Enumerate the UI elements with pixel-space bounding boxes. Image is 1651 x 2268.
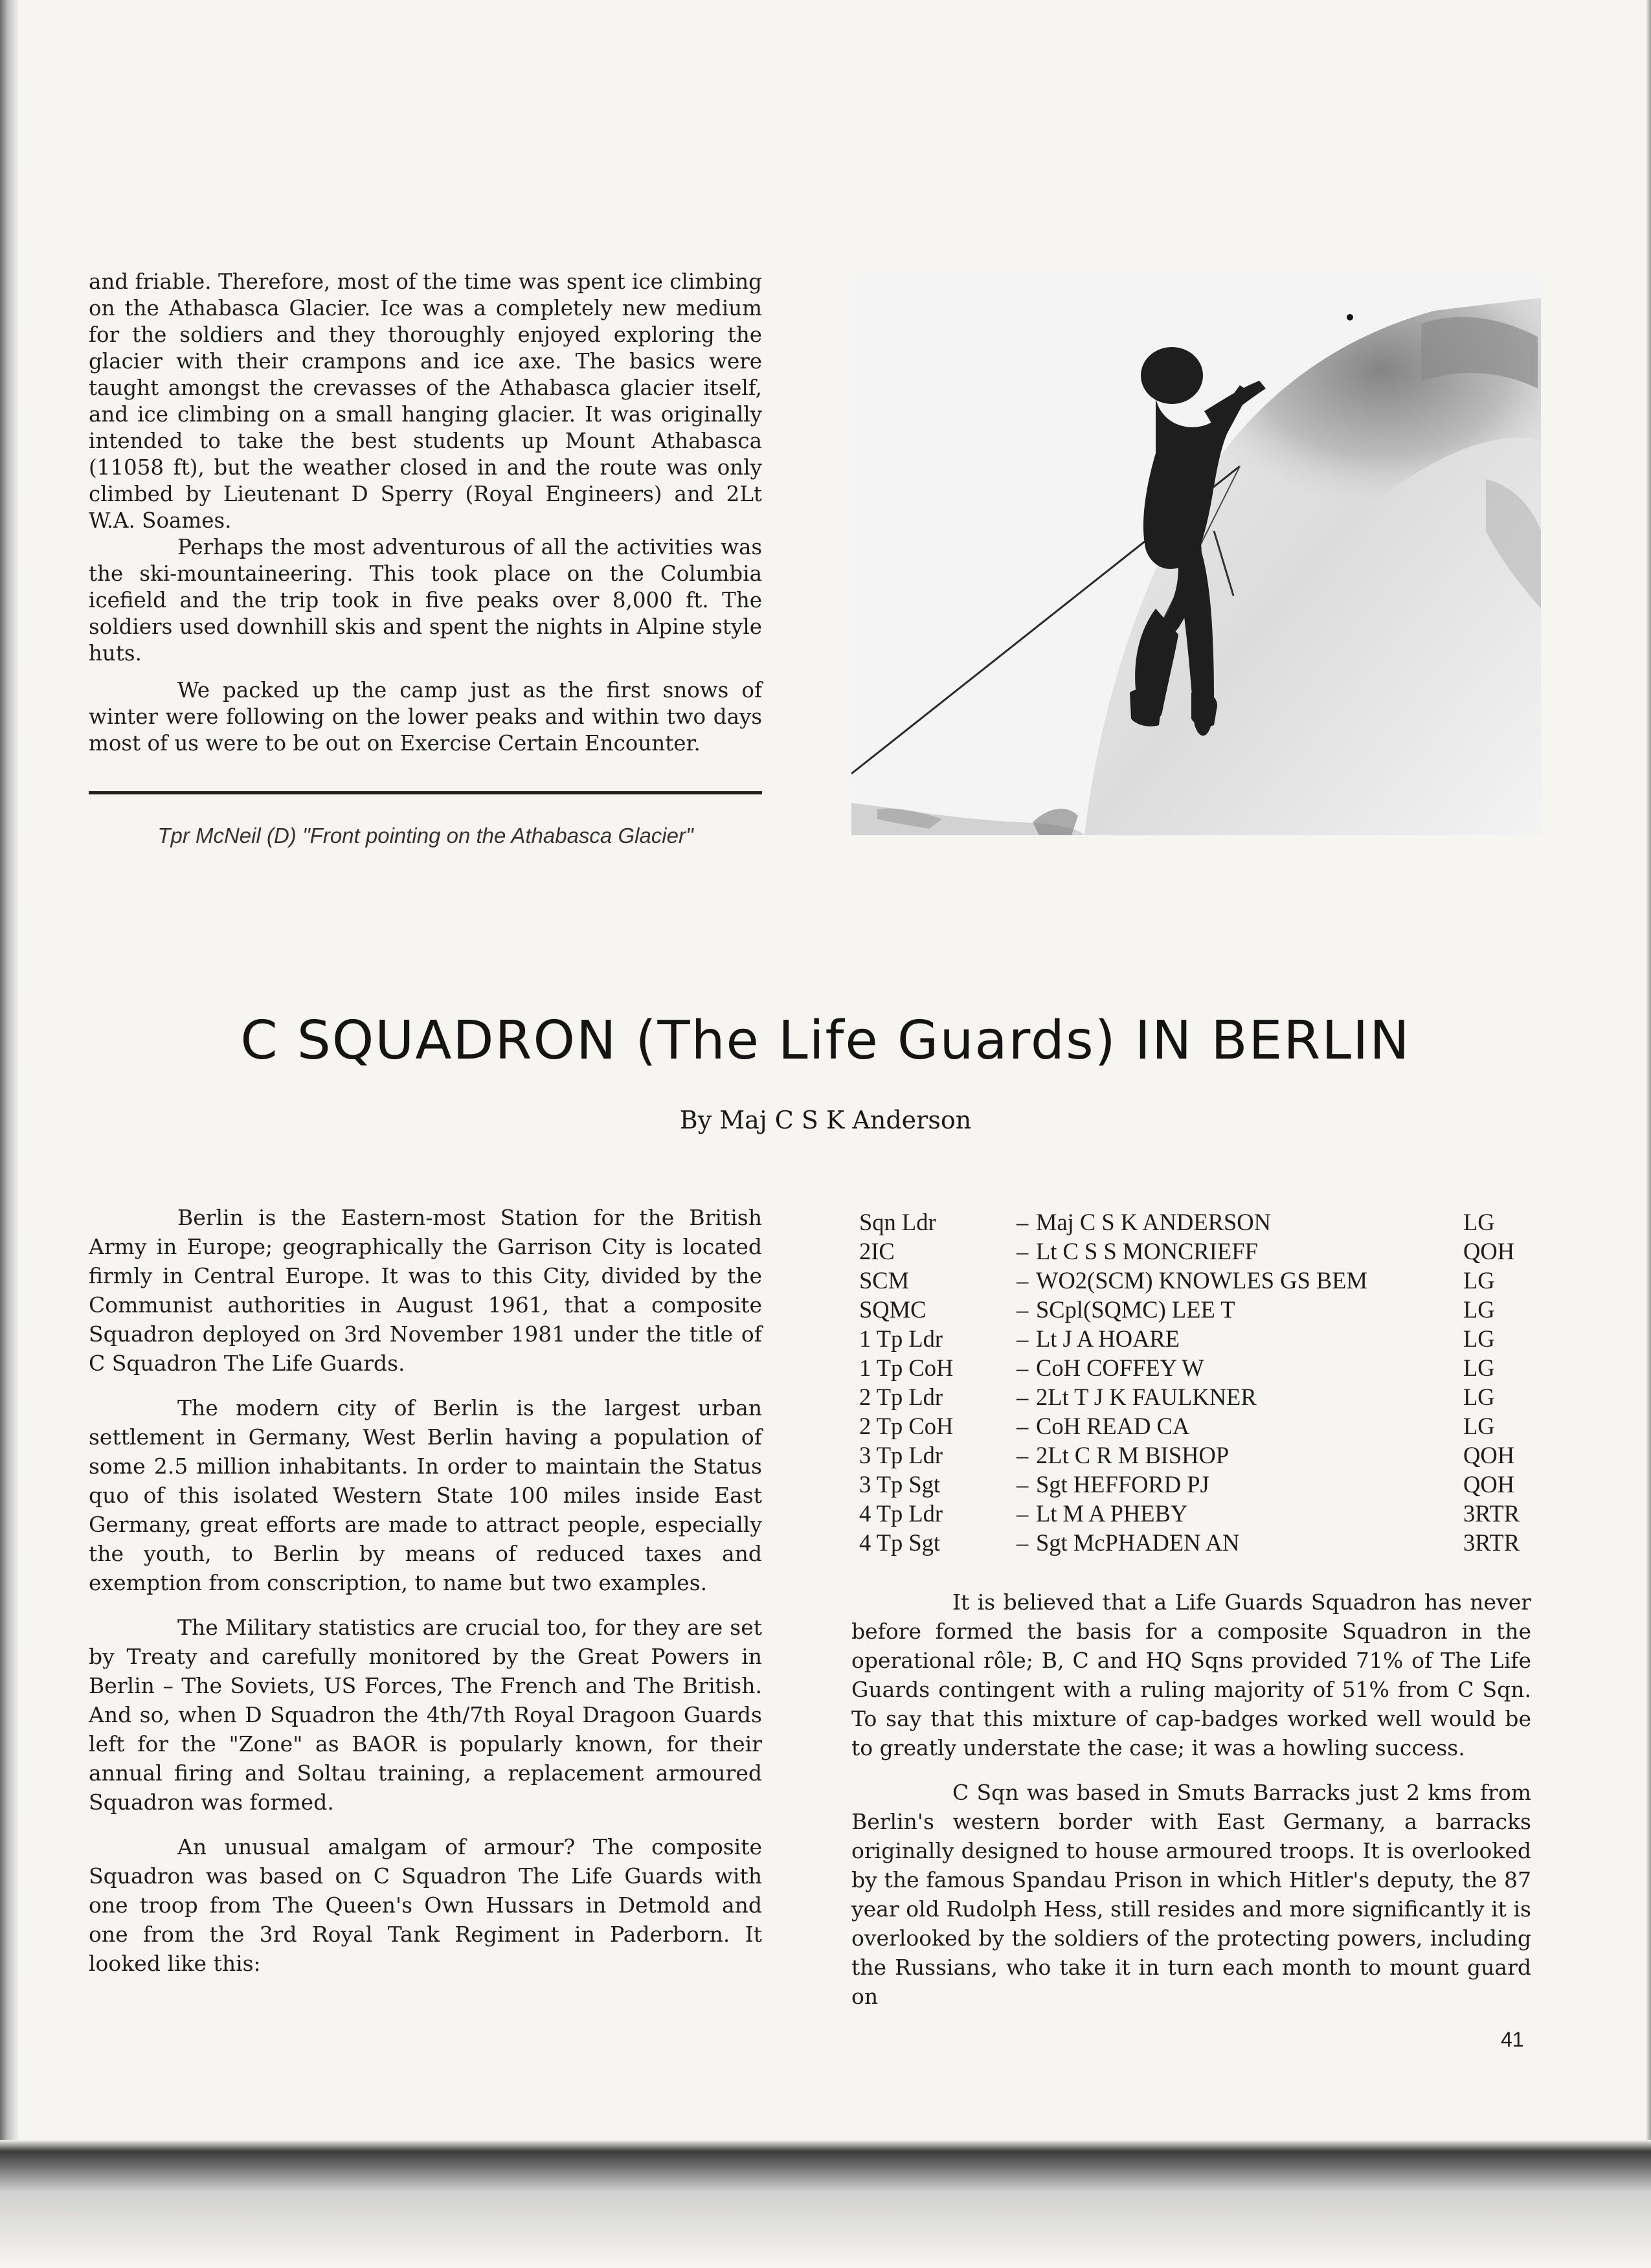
intro-paragraph: We packed up the camp just as the first snows of winter were following on the lower peaks and within two days most of us were to be out on Exercise Certain Encounter.	[89, 678, 762, 756]
roster-dash: –	[1016, 1442, 1029, 1468]
roster-unit: LG	[1463, 1384, 1495, 1410]
roster-unit: QOH	[1463, 1471, 1515, 1498]
roster-role: SQMC	[859, 1296, 927, 1323]
intro-paragraph: Perhaps the most adventurous of all the activities was the ski-mountaineering. This took place on the Columbia icefield and the trip took in five peaks over 8,000 ft. The soldiers used downhill skis and spent the nights in Alpine style huts.	[89, 535, 762, 666]
caption-rule	[89, 791, 762, 794]
roster-dash: –	[1016, 1354, 1029, 1381]
roster-row	[859, 1382, 1526, 1411]
roster-name: Lt J A HOARE	[1036, 1325, 1180, 1352]
article-paragraph: The modern city of Berlin is the largest urban settlement in Germany, West Berlin having a population of some 2.5 million inhabitants. In order to maintain the Status quo of this isolated Western State 100 miles inside East Germany, great efforts are made to attract people, especially the youth, to Berlin by means of reduced taxes and exemption from conscription, to name but two examples.	[89, 1395, 762, 1595]
roster-dash: –	[1016, 1384, 1029, 1410]
roster-dash: –	[1016, 1471, 1029, 1498]
page-bottom-edge	[0, 2140, 1651, 2268]
article-headline: C SQUADRON (The Life Guards) IN BERLIN	[240, 1010, 1411, 1072]
roster-row	[859, 1207, 1526, 1237]
roster-row	[859, 1441, 1526, 1470]
photo-caption: Tpr McNeil (D) "Front pointing on the Athabasca Glacier"	[157, 824, 693, 848]
ice-climber-photo	[851, 272, 1541, 835]
roster-dash: –	[1016, 1238, 1029, 1264]
intro-paragraph: and friable. Therefore, most of the time was spent ice climbing on the Athabasca Glacier. Ice was a completely new medium for the soldiers and they thoroughly enjoyed exploring the glacier with their crampons and ice axe. The basics were taught amongst the crevasses of the Athabasca glacier itself, and ice climbing on a small hanging glacier. It was originally intended to take the best students up Mount Athabasca (11058 ft), but the weather closed in and the route was only climbed by Lieutenant D Sperry (Royal Engineers) and 2Lt W.A. Soames.	[89, 269, 762, 533]
roster-row	[859, 1353, 1526, 1382]
roster-unit: LG	[1463, 1209, 1495, 1235]
roster-unit: LG	[1463, 1354, 1495, 1381]
roster-role: 4 Tp Ldr	[859, 1500, 943, 1527]
roster-dash: –	[1016, 1500, 1029, 1527]
page-number: 41	[1501, 2028, 1524, 2051]
roster-dash: –	[1016, 1529, 1029, 1556]
roster-dash: –	[1016, 1296, 1029, 1323]
roster-unit: LG	[1463, 1267, 1495, 1294]
article-byline: By Maj C S K Anderson	[679, 1106, 972, 1134]
roster-dash: –	[1016, 1413, 1029, 1439]
climber-photo	[851, 272, 1541, 835]
roster-unit: QOH	[1463, 1238, 1515, 1264]
article-paragraph: An unusual amalgam of armour? The composite Squadron was based on C Squadron The Life Guards with one troop from The Queen's Own Hussars in Detmold and one from the 3rd Royal Tank Regiment in Paderborn. It looked like this:	[89, 1834, 762, 1976]
roster-unit: LG	[1463, 1413, 1495, 1439]
roster-row	[859, 1499, 1526, 1528]
article-right-column	[851, 1588, 1531, 2027]
squadron-roster-table	[859, 1207, 1526, 1557]
roster-role: 2IC	[859, 1238, 895, 1264]
roster-name: CoH READ CA	[1036, 1413, 1190, 1439]
article-left-column	[89, 1203, 762, 1993]
roster-name: Lt M A PHEBY	[1036, 1500, 1188, 1527]
roster-name: 2Lt T J K FAULKNER	[1036, 1384, 1257, 1410]
roster-name: 2Lt C R M BISHOP	[1036, 1442, 1230, 1468]
roster-row	[859, 1266, 1526, 1295]
roster-name: Maj C S K ANDERSON	[1036, 1209, 1272, 1235]
roster-row	[859, 1295, 1526, 1324]
roster-name: Lt C S S MONCRIEFF	[1036, 1238, 1258, 1264]
roster-unit: 3RTR	[1463, 1529, 1520, 1556]
roster-name: SCpl(SQMC) LEE T	[1036, 1296, 1235, 1323]
article-paragraph: It is believed that a Life Guards Squadron has never before formed the basis for a composite Squadron in the operational rôle; B, C and HQ Sqns provided 71% of The Life Guards contingent with a ruling majority of 51% from C Sqn. To say that this mixture of cap-badges worked well would be to greatly understate the case; it was a howling success.	[851, 1589, 1531, 1760]
roster-unit: QOH	[1463, 1442, 1515, 1468]
roster-unit: LG	[1463, 1296, 1495, 1323]
roster-dash: –	[1016, 1267, 1029, 1294]
roster-name: CoH COFFEY W	[1036, 1354, 1204, 1381]
roster-name: WO2(SCM) KNOWLES GS BEM	[1036, 1267, 1368, 1294]
roster-role: SCM	[859, 1267, 910, 1294]
roster-role: 2 Tp Ldr	[859, 1384, 943, 1410]
roster-role: 3 Tp Ldr	[859, 1442, 943, 1468]
roster-unit: LG	[1463, 1325, 1495, 1352]
roster-row	[859, 1324, 1526, 1353]
roster-role: 2 Tp CoH	[859, 1413, 954, 1439]
roster-role: 4 Tp Sgt	[859, 1529, 941, 1556]
roster-role: 3 Tp Sgt	[859, 1471, 941, 1498]
article-paragraph: The Military statistics are crucial too, for they are set by Treaty and carefully monitored by the Great Powers in Berlin – The Soviets, US Forces, The French and The British. And so, when D Squadron the 4th/7th Royal Dragoon Guards left for the "Zone" as BAOR is popularly known, for their annual firing and Soltau training, a replacement armoured Squadron was formed.	[89, 1615, 762, 1815]
roster-name: Sgt McPHADEN AN	[1036, 1529, 1240, 1556]
roster-row	[859, 1470, 1526, 1499]
roster-dash: –	[1016, 1325, 1029, 1352]
article-paragraph: Berlin is the Eastern-most Station for the British Army in Europe; geographically the Garrison City is located firmly in Central Europe. It was to this City, divided by the Communist authorities in August 1961, that a composite Squadron deployed on 3rd November 1981 under the title of C Squadron The Life Guards.	[89, 1205, 762, 1376]
roster-row	[859, 1237, 1526, 1266]
roster-row	[859, 1411, 1526, 1441]
article-paragraph: C Sqn was based in Smuts Barracks just 2 kms from Berlin's western border with East Germany, a barracks originally designed to house armoured troops. It is overlooked by the famous Spandau Prison in which Hitler's deputy, the 87 year old Rudolph Hess, still resides and more significantly it is overlooked by the soldiers of the protecting powers, including the Russians, who take it in turn each month to mount guard on	[851, 1780, 1531, 2009]
roster-unit: 3RTR	[1463, 1500, 1520, 1527]
roster-role: 1 Tp CoH	[859, 1354, 954, 1381]
roster-row	[859, 1528, 1526, 1557]
intro-text	[89, 269, 762, 757]
roster-role: 1 Tp Ldr	[859, 1325, 943, 1352]
roster-dash: –	[1016, 1209, 1029, 1235]
roster-role: Sqn Ldr	[859, 1209, 936, 1235]
roster-name: Sgt HEFFORD PJ	[1036, 1471, 1209, 1498]
